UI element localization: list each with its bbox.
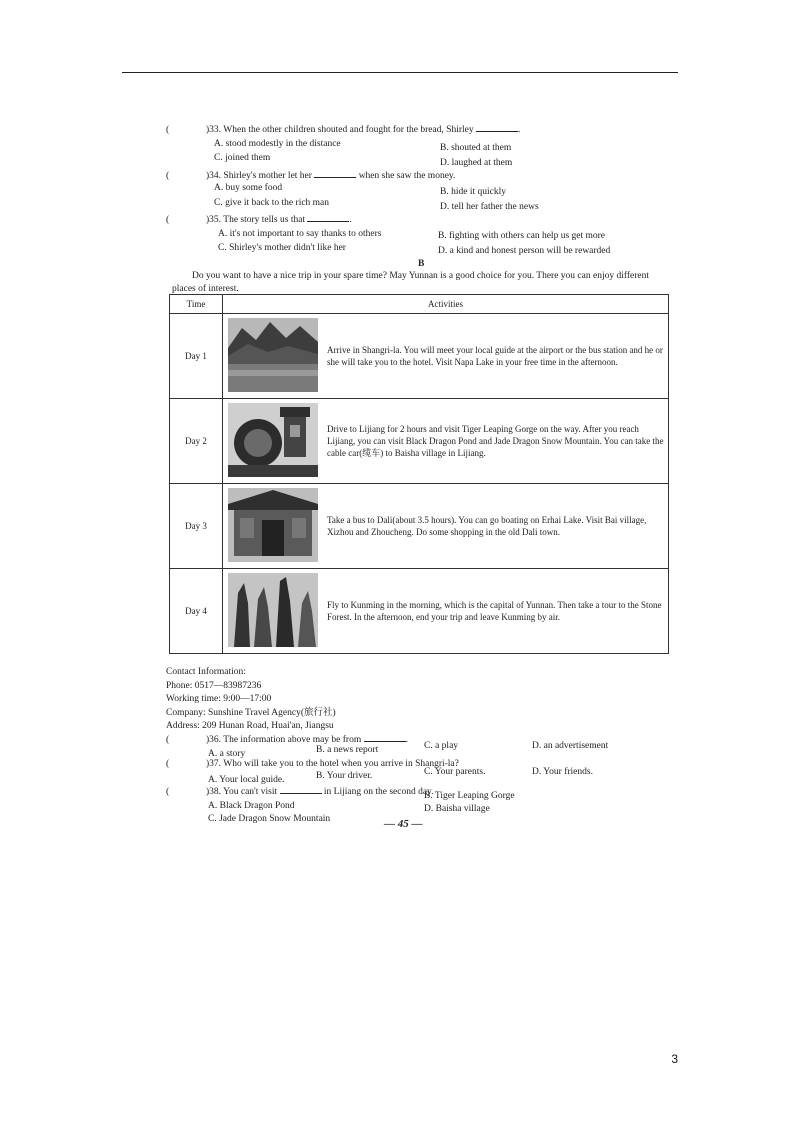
q33-option-b: B. shouted at them — [440, 143, 512, 153]
activities-column-header: Activities — [223, 295, 669, 314]
q37-option-c: C. Your parents. — [424, 767, 486, 777]
question-37: ( )37. Who will take you to the hotel when you arrive in Shangri-la? — [166, 759, 459, 769]
stone-forest-photo — [228, 573, 318, 647]
answer-blank — [280, 784, 322, 794]
day-label: Day 1 — [170, 314, 223, 399]
q34-option-d: D. tell her father the news — [440, 202, 539, 212]
contact-company: Company: Sunshine Travel Agency(旅行社) — [166, 707, 336, 718]
question-33: ( )33. When the other children shouted and fought for the bread, Shirley . — [166, 122, 520, 137]
q35-option-d: D. a kind and honest person will be rewarded — [438, 246, 611, 256]
contact-information — [166, 666, 336, 734]
q34-option-b: B. hide it quickly — [440, 187, 506, 197]
day-activity-text: Arrive in Shangri-la. You will meet your local guide at the airport or the bus station and he or she will take you to the hotel. Visit Napa Lake in your free time in the afternoon. — [323, 314, 669, 399]
table-row — [170, 484, 669, 569]
day-activity-text: Take a bus to Dali(about 3.5 hours). You can go boating on Erhai Lake. Visit Bai village, Xizhou and Zhoucheng. Do some shopping in the old Dali town. — [323, 484, 669, 569]
dali-gate-photo — [228, 488, 318, 562]
contact-heading: Contact Information: — [166, 667, 246, 677]
answer-blank — [364, 732, 406, 742]
day-activity-text: Fly to Kunming in the morning, which is the capital of Yunnan. Then take a tour to the Stone Forest. In the afternoon, end your trip and leave Kunming by air. — [323, 569, 669, 654]
table-row — [170, 399, 669, 484]
q34-option-a: A. buy some food — [214, 183, 283, 193]
answer-blank — [307, 212, 349, 222]
lijiang-waterwheel-photo — [228, 403, 318, 477]
page-number: — 45 — — [384, 818, 423, 830]
q36-option-a: A. a story — [208, 749, 246, 759]
answer-blank — [476, 122, 518, 132]
q33-option-a: A. stood modestly in the distance — [214, 139, 341, 149]
q35-option-b: B. fighting with others can help us get more — [438, 231, 606, 241]
q35-option-c: C. Shirley's mother didn't like her — [218, 243, 346, 253]
q33-option-d: D. laughed at them — [440, 158, 513, 168]
q38-option-c: C. Jade Dragon Snow Mountain — [208, 814, 331, 824]
day-label: Day 3 — [170, 484, 223, 569]
question-38: ( )38. You can't visit in Lijiang on the second day. — [166, 784, 434, 799]
q37-option-d: D. Your friends. — [532, 767, 593, 777]
q36-option-b: B. a news report — [316, 745, 379, 755]
contact-phone: Phone: 0517—83987236 — [166, 680, 262, 691]
table-header-row — [170, 295, 669, 314]
exam-sheet — [162, 118, 682, 838]
q35-option-a: A. it's not important to say thanks to others — [218, 229, 382, 239]
q37-option-b: B. Your driver. — [316, 771, 373, 781]
table-row — [170, 314, 669, 399]
napa-lake-photo — [228, 318, 318, 392]
time-column-header: Time — [170, 295, 223, 314]
header-rule — [122, 72, 678, 73]
q36-option-c: C. a play — [424, 741, 459, 751]
reading-intro: Do you want to have a nice trip in your spare time? May Yunnan is a good choice for you. There you can enjoy different places of interest. — [172, 271, 650, 294]
corner-page-number: 3 — [671, 1052, 678, 1066]
answer-blank — [314, 168, 356, 178]
q34-option-c: C. give it back to the rich man — [214, 198, 330, 208]
q33-option-c: C. joined them — [214, 153, 271, 163]
contact-address: Address: 209 Hunan Road, Huai'an, Jiangsu — [166, 721, 334, 732]
question-35: ( )35. The story tells us that . — [166, 212, 352, 227]
q37-option-a: A. Your local guide. — [208, 775, 285, 785]
table-row — [170, 569, 669, 654]
section-label: B — [418, 259, 425, 269]
q38-option-d: D. Baisha village — [424, 804, 490, 814]
itinerary-table — [169, 294, 669, 654]
day-label: Day 2 — [170, 399, 223, 484]
q38-option-b: B. Tiger Leaping Gorge — [424, 791, 515, 801]
day-activity-text: Drive to Lijiang for 2 hours and visit Tiger Leaping Gorge on the way. After you reach Lijiang, you can visit Black Dragon Pond and Jade Dragon Snow Mountain. You can take the cable car(缆车) to Baisha village in Lijiang. — [323, 399, 669, 484]
question-34: ( )34. Shirley's mother let her when she saw the money. — [166, 168, 455, 183]
contact-working-time: Working time: 9:00—17:00 — [166, 694, 272, 705]
q36-option-d: D. an advertisement — [532, 741, 609, 751]
question-36: ( )36. The information above may be from . — [166, 732, 408, 747]
day-label: Day 4 — [170, 569, 223, 654]
q38-option-a: A. Black Dragon Pond — [208, 801, 295, 811]
